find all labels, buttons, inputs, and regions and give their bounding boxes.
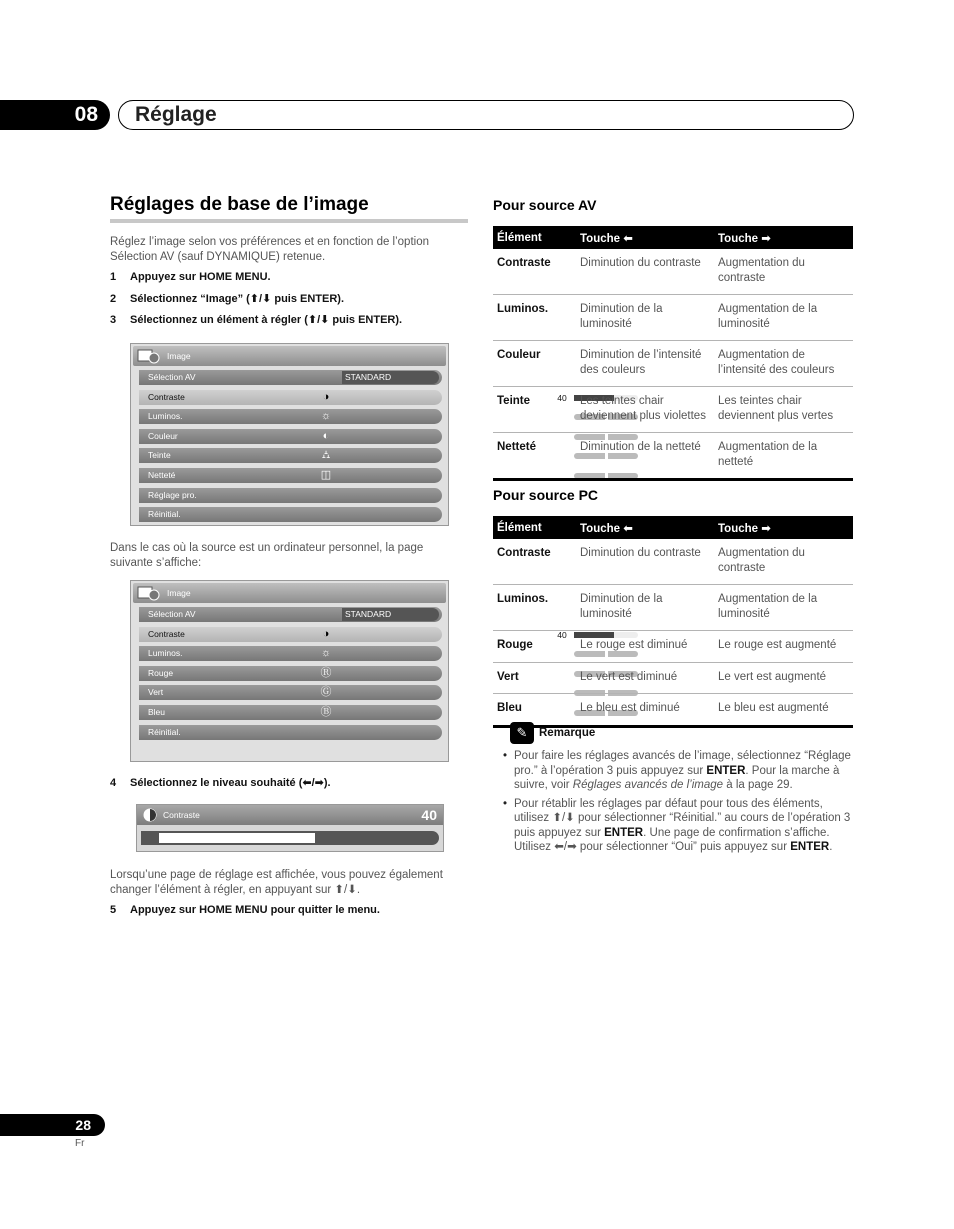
table-row <box>493 433 853 480</box>
image-menu-icon <box>137 585 161 601</box>
row-left-effect: Le rouge est diminué <box>576 631 714 663</box>
row-left-effect: Le bleu est diminué <box>576 694 714 727</box>
page-language: Fr <box>75 1138 85 1149</box>
sharpness-icon: ◫ <box>320 469 332 481</box>
red-icon: Ⓡ <box>320 666 332 679</box>
menu-item-label: Contraste <box>148 628 185 639</box>
row-element: Couleur <box>493 341 576 387</box>
row-element: Netteté <box>493 433 576 480</box>
menu-item[interactable] <box>139 448 565 463</box>
contrast-value: 40 <box>421 807 437 823</box>
row-right-effect: Le bleu est augmenté <box>714 694 853 727</box>
step-3: 3 Sélectionnez un élément à régler (⬆/⬇ puis ENTER). <box>110 314 403 326</box>
contrast-label: Contraste <box>163 810 200 820</box>
menu-item-label: Réinitial. <box>148 509 181 520</box>
menu-item-level <box>342 410 565 423</box>
row-left-effect: Diminution du contraste <box>576 539 714 585</box>
level-number: 0 <box>559 412 565 423</box>
menu-item-level <box>342 469 565 482</box>
menu-item[interactable] <box>139 705 565 720</box>
row-right-effect: Augmentation de l’intensité des couleurs <box>714 341 853 387</box>
menu-item-level <box>342 449 565 462</box>
menu-item[interactable] <box>139 607 442 622</box>
menu-item[interactable] <box>139 627 567 642</box>
menu-item[interactable] <box>139 370 442 385</box>
menu-item[interactable] <box>139 646 565 661</box>
level-number: 0 <box>559 471 565 481</box>
table-row <box>493 631 853 663</box>
menu-item-label: Réglage pro. <box>148 489 197 500</box>
menu-item-label: Réinitial. <box>148 726 181 737</box>
menu-item[interactable] <box>139 488 442 503</box>
row-right-effect: Augmentation du contraste <box>714 249 853 295</box>
level-number: 0 <box>559 649 565 660</box>
level-number: 0 <box>559 431 565 442</box>
av-source-title: Pour source AV <box>493 197 597 213</box>
level-number: 0 <box>559 451 565 462</box>
table-row <box>493 585 853 631</box>
contrast-slider-fill <box>159 833 315 843</box>
image-menu-icon <box>137 348 161 364</box>
row-element: Luminos. <box>493 585 576 631</box>
row-left-effect: Diminution du contraste <box>576 249 714 295</box>
row-left-effect: Diminution de la luminosité <box>576 585 714 631</box>
level-number: 0 <box>559 688 565 699</box>
menu-item-label: Luminos. <box>148 411 183 422</box>
col-left-key: Touche ⬅ <box>576 516 714 539</box>
row-left-effect: Diminution de la netteté <box>576 433 714 480</box>
row-element: Luminos. <box>493 295 576 341</box>
menu-item-label: Sélection AV <box>148 609 196 619</box>
menu-item-level <box>342 628 567 641</box>
menu-item-level <box>342 686 565 699</box>
menu-item[interactable] <box>139 468 565 483</box>
menu-header: Image <box>133 583 446 603</box>
color-icon: ◐ <box>322 429 330 442</box>
table-row <box>493 387 853 433</box>
page-number: 28 <box>0 1114 105 1136</box>
level-number: 40 <box>557 629 567 640</box>
row-right-effect: Augmentation de la luminosité <box>714 295 853 341</box>
col-element: Élément <box>493 516 576 539</box>
menu-item[interactable] <box>139 725 442 740</box>
row-right-effect: Le vert est augmenté <box>714 662 853 694</box>
menu-item-value: STANDARD <box>342 371 439 384</box>
row-left-effect: Les teintes chair deviennent plus violettes <box>576 387 714 433</box>
menu-item[interactable] <box>139 685 565 700</box>
chapter-title: Réglage <box>118 100 854 130</box>
contrast-icon: ◑ <box>322 390 330 403</box>
menu-item-label: Contraste <box>148 391 185 402</box>
pc-source-table <box>493 516 853 728</box>
av-source-table <box>493 226 853 481</box>
level-number: 0 <box>559 708 565 718</box>
blue-icon: Ⓑ <box>320 706 332 718</box>
step-4: 4 Sélectionnez le niveau souhaité (⬅/➡). <box>110 777 331 789</box>
brightness-icon: ☼ <box>320 647 332 660</box>
section-title: Réglages de base de l’image <box>110 194 468 223</box>
menu-item-level <box>342 647 565 660</box>
col-right-key: Touche ➡ <box>714 226 853 249</box>
chapter-number: 08 <box>0 100 110 130</box>
menu-item-label: Sélection AV <box>148 372 196 382</box>
row-right-effect: Le rouge est augmenté <box>714 631 853 663</box>
contrast-slider[interactable] <box>141 831 439 845</box>
note-item: • Pour rétablir les réglages par défaut pour tous des éléments, utilisez ⬆/⬇ pour sélectionner “Réinitial.” au cours de l’opération 3 puis appuyez sur ENTER. Une page de confirmation s’affiche. Utilisez ⬅/➡ pour sélectionner “Oui” puis appuyez sur ENTER. <box>503 797 855 855</box>
pc-source-text: Dans le cas où la source est un ordinateur personnel, la page suivante s’affiche: <box>110 542 424 569</box>
menu-item-label: Bleu <box>148 707 166 717</box>
table-row <box>493 249 853 295</box>
row-element: Contraste <box>493 539 576 585</box>
pencil-icon: ✎ <box>510 722 534 744</box>
row-right-effect: Les teintes chair deviennent plus vertes <box>714 387 853 433</box>
note-heading: ✎ Remarque <box>510 722 595 744</box>
row-element: Rouge <box>493 631 576 663</box>
row-right-effect: Augmentation de la luminosité <box>714 585 853 631</box>
table-row <box>493 539 853 585</box>
menu-item-label: Vert <box>148 687 164 698</box>
menu-item[interactable] <box>139 507 442 522</box>
tint-icon: ⛼ <box>321 449 331 462</box>
step-2: 2 Sélectionnez “Image” (⬆/⬇ puis ENTER). <box>110 293 345 305</box>
level-number: 0 <box>559 668 565 679</box>
row-left-effect: Diminution de la luminosité <box>576 295 714 341</box>
col-left-key: Touche ⬅ <box>576 226 714 249</box>
menu-item-label: Teinte <box>148 450 171 461</box>
row-element: Teinte <box>493 387 576 433</box>
intro-text: Réglez l’image selon vos préférences et en fonction de l’option Sélection AV (sauf DYNAMIQUE) retenue. <box>110 236 429 263</box>
level-number: 40 <box>557 392 567 403</box>
note-list <box>503 749 855 859</box>
step-1: 1 Appuyez sur HOME MENU. <box>110 271 271 283</box>
menu-item-label: Couleur <box>148 430 178 441</box>
menu-item-label: Netteté <box>148 470 176 480</box>
menu-item-level <box>342 430 565 443</box>
after-text: Lorsqu’une page de réglage est affichée, vous pouvez également changer l’élément à régler, en appuyant sur ⬆/⬇. <box>110 869 443 896</box>
table-row <box>493 341 853 387</box>
table-row <box>493 662 853 694</box>
row-left-effect: Le vert est diminué <box>576 662 714 694</box>
menu-header: Image <box>133 346 446 366</box>
menu-item[interactable] <box>139 429 565 444</box>
row-left-effect: Diminution de l’intensité des couleurs <box>576 341 714 387</box>
menu-item[interactable] <box>139 409 565 424</box>
menu-item-value: STANDARD <box>342 608 439 621</box>
menu-item-label: Luminos. <box>148 648 183 659</box>
col-element: Élément <box>493 226 576 249</box>
table-row <box>493 295 853 341</box>
pc-source-title: Pour source PC <box>493 487 599 503</box>
row-element: Vert <box>493 662 576 694</box>
contrast-icon <box>143 808 157 822</box>
row-element: Bleu <box>493 694 576 727</box>
row-element: Contraste <box>493 249 576 295</box>
contrast-icon: ◑ <box>322 627 330 640</box>
row-right-effect: Augmentation du contraste <box>714 539 853 585</box>
note-item: • Pour faire les réglages avancés de l’image, sélectionnez “Réglage pro.” à l’opération 3 puis appuyez sur ENTER. Pour la marche à suivre, voir Réglages avancés de l’image à la page 29. <box>503 749 855 793</box>
green-icon: Ⓖ <box>320 686 332 699</box>
brightness-icon: ☼ <box>320 410 332 423</box>
menu-item-label: Rouge <box>148 667 174 678</box>
col-right-key: Touche ➡ <box>714 516 853 539</box>
row-right-effect: Augmentation de la netteté <box>714 433 853 480</box>
step-5: 5 Appuyez sur HOME MENU pour quitter le menu. <box>110 904 380 916</box>
contrast-adjust-bar <box>136 804 444 852</box>
